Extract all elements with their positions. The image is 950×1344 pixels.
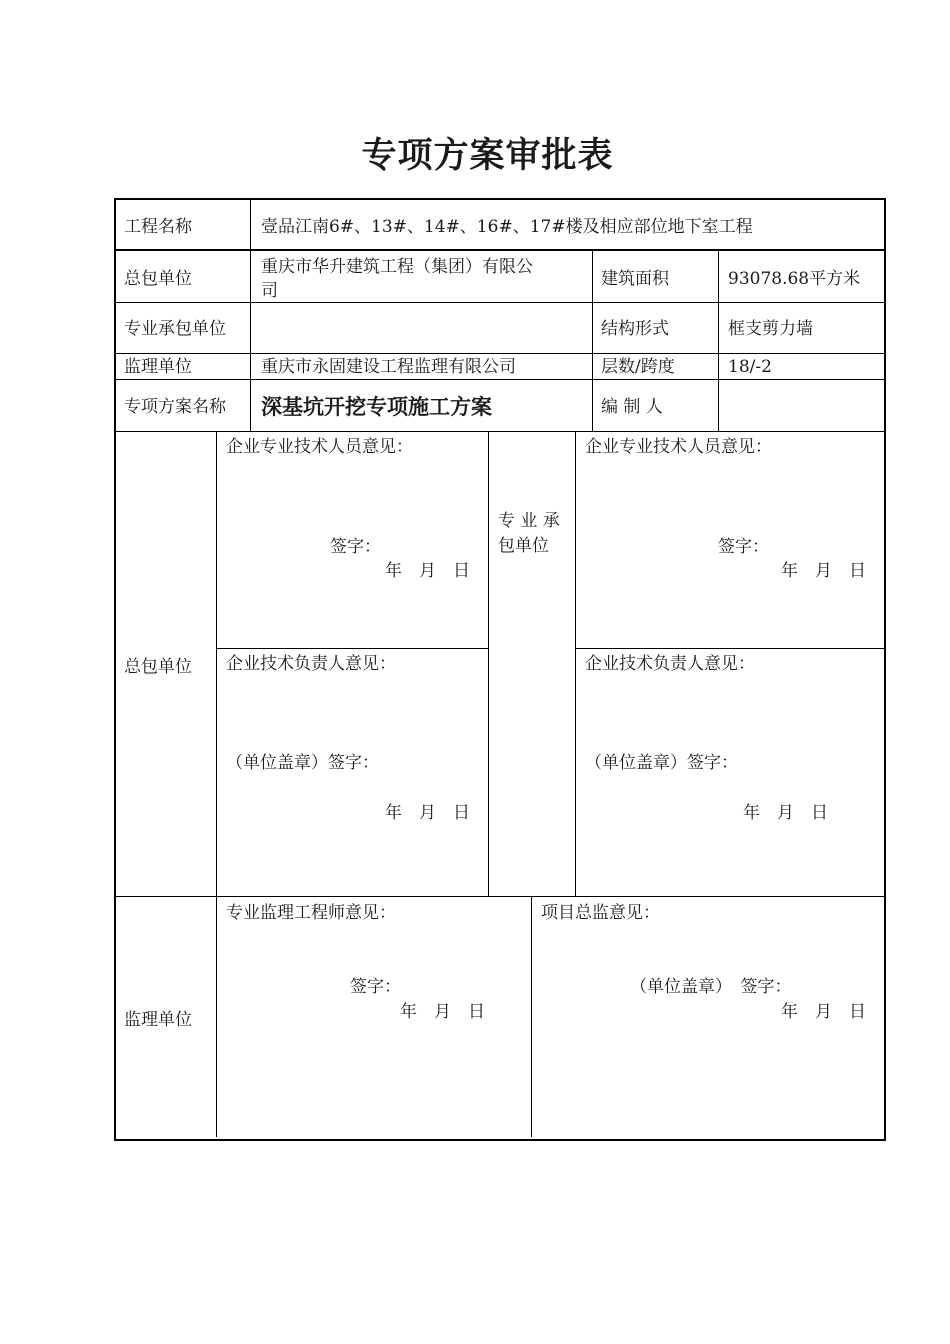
col-divider-supervision [531,896,532,1137]
form-title: 专项方案审批表 [361,136,614,176]
col-divider-label [250,200,251,431]
plan-name-label: 专项方案名称 [124,397,226,417]
general-date2: 年 月 日 [385,803,470,823]
floors-value: 18/-2 [728,357,772,377]
floors-label: 层数/跨度 [601,357,675,377]
general-contractor-label: 总包单位 [124,269,192,289]
project-name-value: 壹品江南6#、13#、14#、16#、17#楼及相应部位地下室工程 [261,217,753,237]
supervision-engineer-opinion: 专业监理工程师意见： [226,903,396,923]
project-name-label: 工程名称 [124,217,192,237]
col-divider-sub-label-left [488,431,489,896]
structure-label: 结构形式 [601,319,669,339]
general-date: 年 月 日 [385,561,470,581]
col-divider-section-label [216,431,217,1137]
sub-tech-head-opinion: 企业技术负责人意见： [585,654,755,674]
supervisor-value: 重庆市永固建设工程监理有限公司 [261,357,516,377]
general-contractor-value-line2: 司 [261,281,278,301]
supervisor-label: 监理单位 [124,357,192,377]
general-section-label: 总包单位 [124,657,192,677]
general-inner-divider [216,648,488,649]
supervision-date2: 年 月 日 [781,1002,866,1022]
general-seal-signature: （单位盖章）签字： [226,753,379,773]
supervision-date: 年 月 日 [400,1002,485,1022]
structure-value: 框支剪力墙 [728,319,813,339]
row-divider-1 [114,249,884,251]
sub-date2: 年 月 日 [743,803,828,823]
general-tech-head-opinion: 企业技术负责人意见： [226,654,396,674]
general-signature: 签字： [330,537,381,557]
general-tech-staff-opinion: 企业专业技术人员意见： [226,437,413,457]
sub-seal-signature: （单位盖章）签字： [585,753,738,773]
sub-signature: 签字： [718,537,769,557]
row-divider-2 [250,302,884,303]
sub-section-label-line2: 包单位 [498,536,549,556]
sub-inner-divider [575,648,884,649]
supervision-signature: 签字： [350,977,401,997]
sub-section-label-line1: 专 业 承 [498,511,560,531]
col-divider-sub-label-right [575,431,576,896]
supervision-seal-signature: （单位盖章） 签字： [630,977,792,997]
row-divider-2b [114,302,250,303]
row-divider-3 [114,353,884,354]
building-area-value: 93078.68平方米 [728,269,861,289]
col-divider-mid [592,250,593,431]
col-divider-right [718,250,719,431]
building-area-label: 建筑面积 [601,269,669,289]
row-divider-6 [114,896,884,897]
sub-contractor-label: 专业承包单位 [124,319,226,339]
row-divider-5 [114,431,884,432]
general-contractor-value-line1: 重庆市华升建筑工程（集团）有限公 [261,257,533,277]
supervision-chief-opinion: 项目总监意见： [541,903,660,923]
compiler-label: 编 制 人 [601,397,663,417]
sub-date: 年 月 日 [781,561,866,581]
plan-name-value: 深基坑开挖专项施工方案 [261,395,492,419]
row-divider-4 [114,379,884,380]
sub-tech-staff-opinion: 企业专业技术人员意见： [585,437,772,457]
supervision-section-label: 监理单位 [124,1010,192,1030]
